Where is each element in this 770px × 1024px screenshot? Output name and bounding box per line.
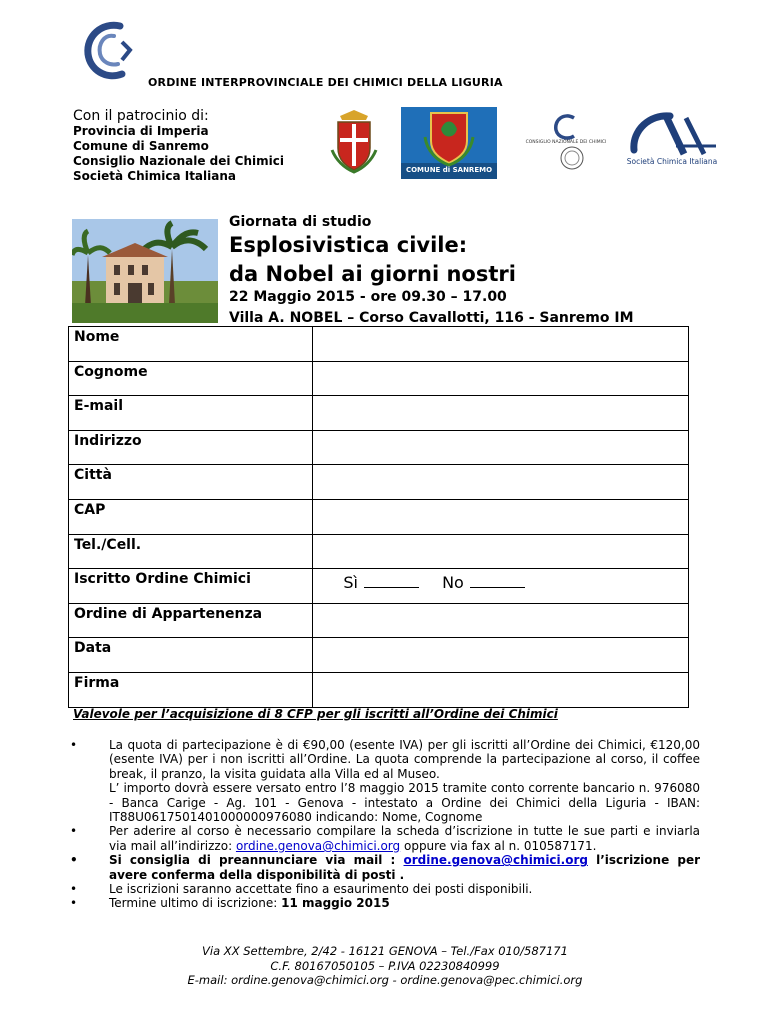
order-logo [80, 20, 138, 82]
sanremo-caption: COMUNE di SANREMO [405, 166, 493, 174]
patron-item: Consiglio Nazionale dei Chimici [73, 154, 284, 168]
field-input-iscritto [313, 569, 689, 604]
form-row [69, 465, 689, 500]
field-input-cognome[interactable] [313, 361, 689, 396]
form-row [69, 534, 689, 569]
footer [0, 944, 770, 988]
no-blank[interactable] [470, 574, 525, 588]
form-row [69, 396, 689, 431]
preannounce-text-end: l’iscrizione per avere conferma della disponibilità di posti . [109, 853, 701, 882]
adhere-email-link[interactable]: ordine.genova@chimici.org [235, 838, 401, 853]
list-item [68, 824, 700, 853]
bullet-icon: • [70, 853, 78, 868]
bullet-icon: • [70, 896, 78, 911]
field-input-indirizzo[interactable] [313, 430, 689, 465]
payment-text: L’ importo dovrà essere versato entro l’8 maggio 2015 tramite conto corrente bancario n. 976080 - Banca Carige - Ag. 101 - Genova - intestato a Ordine dei Chimici della Liguria - IBAN: IT88U0617501401000000976080 indicando: Nome, Cognome [109, 781, 700, 825]
field-label-citta: Città [69, 465, 313, 500]
field-input-citta[interactable] [313, 465, 689, 500]
bullet-icon: • [70, 738, 78, 752]
form-row [69, 672, 689, 707]
list-item [68, 882, 700, 896]
form-row [69, 569, 689, 604]
field-label-email: E-mail [69, 396, 313, 431]
list-item [68, 853, 700, 882]
no-label: No [442, 573, 464, 593]
form-row [69, 603, 689, 638]
form-row [69, 361, 689, 396]
deadline-label: Termine ultimo di iscrizione: [109, 896, 278, 911]
footer-tax: C.F. 80167050105 – P.IVA 02230840999 [270, 958, 500, 973]
patron-item: Provincia di Imperia [73, 124, 209, 138]
bullet-icon: • [70, 882, 78, 897]
patronage-label: Con il patrocinio di: [73, 108, 209, 124]
event-date: 22 Maggio 2015 - ore 09.30 – 17.00 [229, 289, 507, 305]
sci-caption: Società Chimica Italiana [626, 157, 718, 166]
provincia-imperia-seal [330, 110, 378, 174]
event-title-line1: Esplosivistica civile: [229, 233, 468, 257]
bullet-icon: • [70, 824, 78, 839]
field-input-cap[interactable] [313, 499, 689, 534]
field-input-data[interactable] [313, 638, 689, 673]
form-row [69, 499, 689, 534]
preannounce-text: Si consiglia di preannunciare via mail : [109, 853, 396, 868]
yes-option[interactable] [343, 573, 419, 592]
info-list [68, 738, 700, 911]
patron-item: Comune di Sanremo [73, 139, 209, 153]
org-title: ORDINE INTERPROVINCIALE DEI CHIMICI DELLA LIGURIA [148, 76, 503, 89]
registration-form [68, 326, 689, 708]
patron-item: Società Chimica Italiana [73, 169, 236, 183]
footer-email: E-mail: ordine.genova@chimici.org - ordine.genova@pec.chimici.org [187, 973, 583, 987]
form-row [69, 327, 689, 362]
list-item [68, 896, 700, 910]
adhere-fax-text: oppure via fax al n. 010587171. [403, 838, 597, 853]
preannounce-email-link[interactable]: ordine.genova@chimici.org [403, 853, 588, 868]
form-row [69, 638, 689, 673]
form-row [69, 430, 689, 465]
deadline-value: 11 maggio 2015 [281, 896, 390, 911]
cnc-logo [514, 110, 618, 174]
field-input-firma[interactable] [313, 672, 689, 707]
study-day-label: Giornata di studio [229, 214, 372, 230]
list-item [68, 738, 700, 824]
no-option[interactable] [442, 573, 525, 592]
yes-blank[interactable] [364, 574, 419, 588]
field-input-tel[interactable] [313, 534, 689, 569]
field-label-ordine: Ordine di Appartenenza [69, 603, 313, 638]
field-label-iscritto: Iscritto Ordine Chimici [69, 569, 313, 604]
field-input-ordine[interactable] [313, 603, 689, 638]
field-label-tel: Tel./Cell. [69, 534, 313, 569]
field-label-indirizzo: Indirizzo [69, 430, 313, 465]
adhere-text: Per aderire al corso è necessario compilare la scheda d’iscrizione in tutte le sue parti e inviarla via mail all’indirizzo: [109, 824, 700, 853]
field-label-nome: Nome [69, 327, 313, 362]
field-input-nome[interactable] [313, 327, 689, 362]
field-label-data: Data [69, 638, 313, 673]
villa-nobel-photo [72, 219, 218, 323]
field-input-email[interactable] [313, 396, 689, 431]
field-label-firma: Firma [69, 672, 313, 707]
event-venue: Villa A. NOBEL – Corso Cavallotti, 116 - Sanremo IM [229, 310, 634, 326]
patron-list [73, 124, 284, 184]
cfp-note: Valevole per l’acquisizione di 8 CFP per gli iscritti all’Ordine dei Chimici [73, 707, 558, 721]
yes-label: Sì [343, 573, 358, 593]
availability-text: Le iscrizioni saranno accettate fino a esaurimento dei posti disponibili. [109, 882, 533, 897]
field-label-cognome: Cognome [69, 361, 313, 396]
event-title-line2: da Nobel ai giorni nostri [229, 262, 516, 286]
field-label-cap: CAP [69, 499, 313, 534]
fee-text: La quota di partecipazione è di €90,00 (esente IVA) per gli iscritti all’Ordine dei Chimici, €120,00 (esente IVA) per i non iscritti all’Ordine. La quota comprende la partecipazione al corso, il coffee break, il pranzo, la visita guidata alla Villa ed al Museo. [109, 738, 700, 781]
footer-address: Via XX Settembre, 2/42 - 16121 GENOVA – Tel./Fax 010/587171 [202, 944, 568, 958]
cnc-caption: CONSIGLIO NAZIONALE DEI CHIMICI [525, 140, 607, 145]
